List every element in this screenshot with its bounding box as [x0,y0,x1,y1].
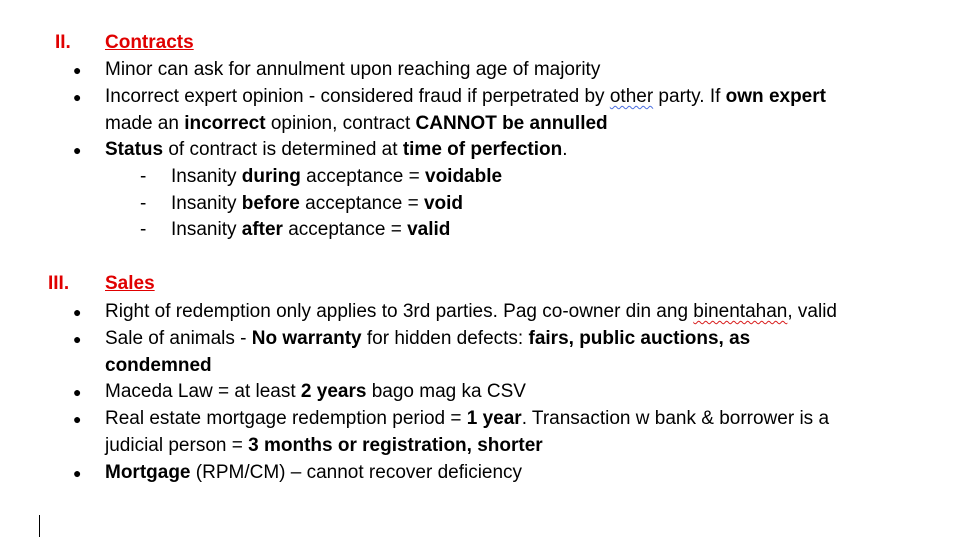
item-text: . [562,139,568,160]
item-text: Minor can ask for annulment upon reaching age of majority [105,59,601,80]
dash-marker: - [140,219,147,240]
text-cursor [39,515,40,537]
item-bold-text: 3 months or registration, shorter [248,435,543,456]
section-heading-sales[interactable]: Sales [105,273,155,294]
bullet-icon: ● [73,89,82,105]
list-item-continuation[interactable] [105,113,608,135]
item-text: Right of redemption only applies to 3rd parties. Pag co-owner din ang [105,301,694,322]
item-bold-text: time of perfection [402,139,563,160]
list-item[interactable] [105,408,829,430]
item-text: Insanity [171,193,242,214]
list-item[interactable] [105,301,837,323]
item-bold-text: condemned [105,355,212,376]
item-text: Incorrect expert opinion - considered fraud if perpetrated by [105,86,610,107]
list-item[interactable] [105,328,750,350]
section-heading-contracts[interactable]: Contracts [105,32,194,53]
item-text: acceptance = [282,219,408,240]
item-bold-text: own expert [725,86,826,107]
item-text: of contract is determined at [163,139,403,160]
item-bold-text: valid [407,219,451,240]
sub-list-item[interactable] [171,193,463,215]
list-item[interactable] [105,59,600,81]
item-bold-text: Mortgage [105,462,191,483]
item-bold-text: No warranty [251,328,362,349]
item-bold-text: during [241,166,301,187]
item-text: Maceda Law = at least [105,381,301,402]
dash-marker: - [140,166,147,187]
item-text: party. If [653,86,726,107]
item-text: Real estate mortgage redemption period = [105,408,467,429]
item-bold-text: CANNOT be annulled [415,113,608,134]
item-text: judicial person = [105,435,249,456]
item-text: Insanity [171,219,242,240]
bullet-icon: ● [73,304,82,320]
item-bold-text: void [423,193,464,214]
item-bold-text: before [241,193,300,214]
bullet-icon: ● [73,331,82,347]
item-text: acceptance = [300,166,425,187]
item-bold-text: fairs, public auctions, as [528,328,751,349]
list-item[interactable] [105,86,826,108]
list-item-continuation[interactable] [105,435,543,457]
spellcheck-word[interactable]: binentahan [693,301,788,322]
section-numeral-ii: II. [55,32,71,53]
item-text: , valid [787,301,837,322]
item-text: (RPM/CM) – cannot recover deficiency [190,462,523,483]
bullet-icon: ● [73,142,82,158]
item-bold-text: voidable [425,166,503,187]
item-bold-text: 1 year [466,408,522,429]
list-item[interactable] [105,462,522,484]
item-text: for hidden defects: [361,328,529,349]
item-text: Insanity [171,166,242,187]
section-numeral-iii: III. [48,273,70,294]
item-bold-text: 2 years [300,381,367,402]
sub-list-item[interactable] [171,219,450,241]
item-bold-text: incorrect [184,113,266,134]
dash-marker: - [140,193,147,214]
bullet-icon: ● [73,465,82,481]
list-item[interactable] [105,139,568,161]
item-text: . Transaction w bank & borrower is a [521,408,830,429]
item-text: bago mag ka CSV [366,381,526,402]
item-bold-text: Status [105,139,164,160]
item-bold-text: after [241,219,283,240]
bullet-icon: ● [73,411,82,427]
bullet-icon: ● [73,384,82,400]
item-text: made an [105,113,185,134]
bullet-icon: ● [73,62,82,78]
item-text: opinion, contract [265,113,416,134]
item-text: acceptance = [299,193,424,214]
sub-list-item[interactable] [171,166,502,188]
spellcheck-word[interactable]: other [609,86,654,107]
list-item[interactable] [105,381,526,403]
list-item-continuation[interactable] [105,355,212,377]
item-text: Sale of animals - [105,328,252,349]
